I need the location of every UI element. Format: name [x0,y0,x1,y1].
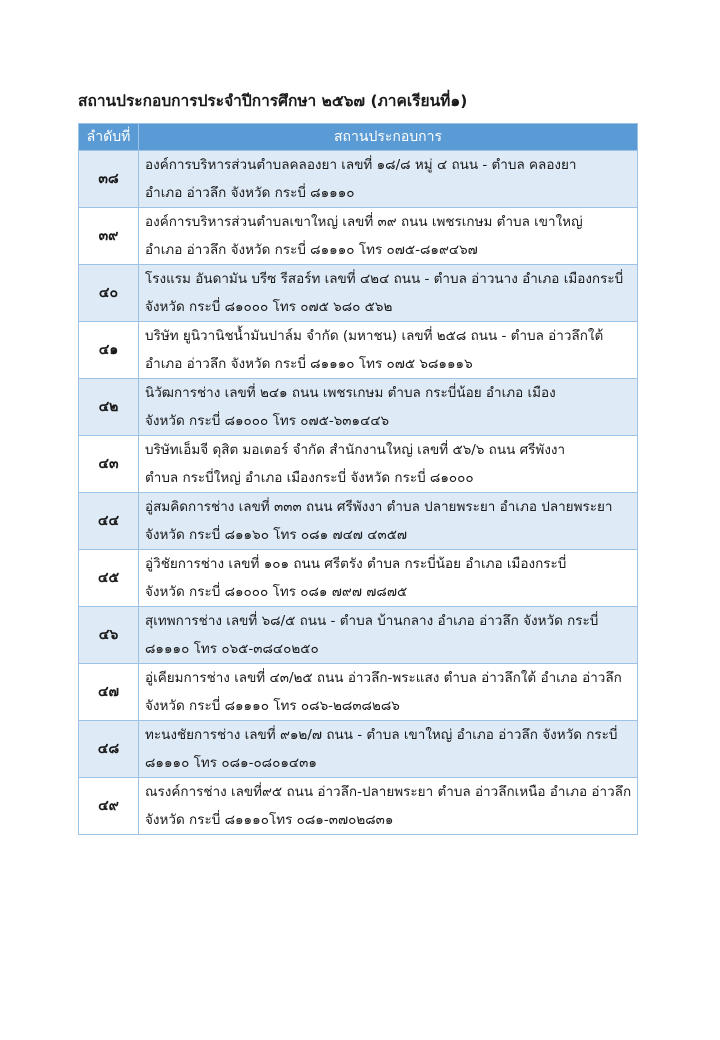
establishments-table [78,123,638,835]
address-line-1: ทะนงชัยการช่าง เลขที่ ๙๑๒/๗ ถนน - ตำบล เขาใหญ่ อำเภอ อ่าวลึก จังหวัด กระบี่ [145,727,618,743]
row-establishment [139,550,638,607]
row-establishment [139,493,638,550]
row-establishment [139,664,638,721]
row-number: ๔๘ [79,721,139,778]
row-number: ๓๙ [79,208,139,265]
address-line-1: บริษัทเอ็มจี ดุสิต มอเตอร์ จำกัด สำนักงานใหญ่ เลขที่ ๕๖/๖ ถนน ศรีพังงา [145,442,566,458]
row-number: ๔๙ [79,778,139,835]
address-line-2: ตำบล กระบี่ใหญ่ อำเภอ เมืองกระบี่ จังหวัด กระบี่ ๘๑๐๐๐ [145,470,474,486]
table-row [79,265,638,322]
address-line-2: อำเภอ อ่าวลึก จังหวัด กระบี่ ๘๑๑๑๐ โทร ๐๗๕-๘๑๙๔๖๗ [145,242,478,258]
row-number: ๔๕ [79,550,139,607]
address-line-2: จังหวัด กระบี่ ๘๑๐๐๐ โทร ๐๘๑ ๗๙๗ ๗๘๗๕ [145,584,408,600]
address-line-1: นิวัฒการช่าง เลขที่ ๒๔๑ ถนน เพชรเกษม ตำบล กระบี่น้อย อำเภอ เมือง [145,385,556,401]
row-establishment [139,436,638,493]
address-line-1: อู่สมคิดการช่าง เลขที่ ๓๓๓ ถนน ศรีพังงา ตำบล ปลายพระยา อำเภอ ปลายพระยา [145,499,613,515]
table-row [79,721,638,778]
address-line-2: จังหวัด กระบี่ ๘๑๐๐๐ โทร ๐๗๕ ๖๘๐ ๕๖๒ [145,299,393,315]
row-establishment [139,322,638,379]
row-number: ๔๐ [79,265,139,322]
address-line-2: ๘๑๑๑๐ โทร ๐๘๑-๐๘๐๑๔๓๑ [145,755,317,771]
address-line-1: ณรงค์การช่าง เลขที่๙๕ ถนน อ่าวลึก-ปลายพระยา ตำบล อ่าวลึกเหนือ อำเภอ อ่าวลึก [145,784,632,800]
address-line-1: องค์การบริหารส่วนตำบลเขาใหญ่ เลขที่ ๓๙ ถนน เพชรเกษม ตำบล เขาใหญ่ [145,214,583,230]
address-line-1: สุเทพการช่าง เลขที่ ๖๘/๕ ถนน - ตำบล บ้านกลาง อำเภอ อ่าวลึก จังหวัด กระบี่ [145,613,599,629]
row-establishment [139,208,638,265]
row-number: ๔๒ [79,379,139,436]
row-establishment [139,721,638,778]
address-line-2: ๘๑๑๑๐ โทร ๐๖๕-๓๘๔๐๒๕๐ [145,641,319,657]
row-number: ๔๖ [79,607,139,664]
row-establishment [139,151,638,208]
table-row [79,436,638,493]
table-row [79,607,638,664]
table-row [79,379,638,436]
table-row [79,664,638,721]
address-line-2: จังหวัด กระบี่ ๘๑๑๑๐ โทร ๐๘๖-๒๘๓๘๒๘๖ [145,698,400,714]
header-order: ลำดับที่ [79,124,139,151]
page-heading: สถานประกอบการประจำปีการศึกษา ๒๕๖๗ (ภาคเรียนที่๑) [78,92,468,110]
address-line-2: จังหวัด กระบี่ ๘๑๐๐๐ โทร ๐๗๕-๖๓๑๔๔๖ [145,413,390,429]
address-line-2: จังหวัด กระบี่ ๘๑๑๑๐โทร ๐๘๑-๓๗๐๒๘๓๑ [145,812,394,828]
address-line-2: จังหวัด กระบี่ ๘๑๑๖๐ โทร ๐๘๑ ๗๔๗ ๔๓๕๗ [145,527,408,543]
row-number: ๔๑ [79,322,139,379]
row-number: ๔๓ [79,436,139,493]
header-establishment: สถานประกอบการ [139,124,638,151]
row-number: ๔๗ [79,664,139,721]
address-line-1: บริษัท ยูนิวานิชน้ำมันปาล์ม จำกัด (มหาชน) เลขที่ ๒๕๘ ถนน - ตำบล อ่าวลึกใต้ [145,328,604,344]
row-establishment [139,778,638,835]
table-row [79,151,638,208]
address-line-2: อำเภอ อ่าวลึก จังหวัด กระบี่ ๘๑๑๑๐ โทร ๐๗๕ ๖๘๑๑๑๖ [145,356,473,372]
address-line-1: อู่เคียมการช่าง เลขที่ ๔๓/๒๕ ถนน อ่าวลึก-พระแสง ตำบล อ่าวลึกใต้ อำเภอ อ่าวลึก [145,670,622,686]
row-establishment [139,265,638,322]
table-header-row [79,124,638,151]
table-row [79,778,638,835]
row-establishment [139,379,638,436]
address-line-2: อำเภอ อ่าวลึก จังหวัด กระบี่ ๘๑๑๑๐ [145,185,355,201]
table-row [79,208,638,265]
row-number: ๔๔ [79,493,139,550]
row-establishment [139,607,638,664]
table-row [79,550,638,607]
table-row [79,322,638,379]
address-line-1: อู่วิชัยการช่าง เลขที่ ๑๐๑ ถนน ศรีตรัง ตำบล กระบี่น้อย อำเภอ เมืองกระบี่ [145,556,567,572]
table-row [79,493,638,550]
address-line-1: โรงแรม อันดามัน บรีซ รีสอร์ท เลขที่ ๔๒๔ ถนน - ตำบล อ่าวนาง อำเภอ เมืองกระบี่ [145,271,624,287]
row-number: ๓๘ [79,151,139,208]
address-line-1: องค์การบริหารส่วนตำบลคลองยา เลขที่ ๑๘/๘ หมู่ ๔ ถนน - ตำบล คลองยา [145,157,577,173]
